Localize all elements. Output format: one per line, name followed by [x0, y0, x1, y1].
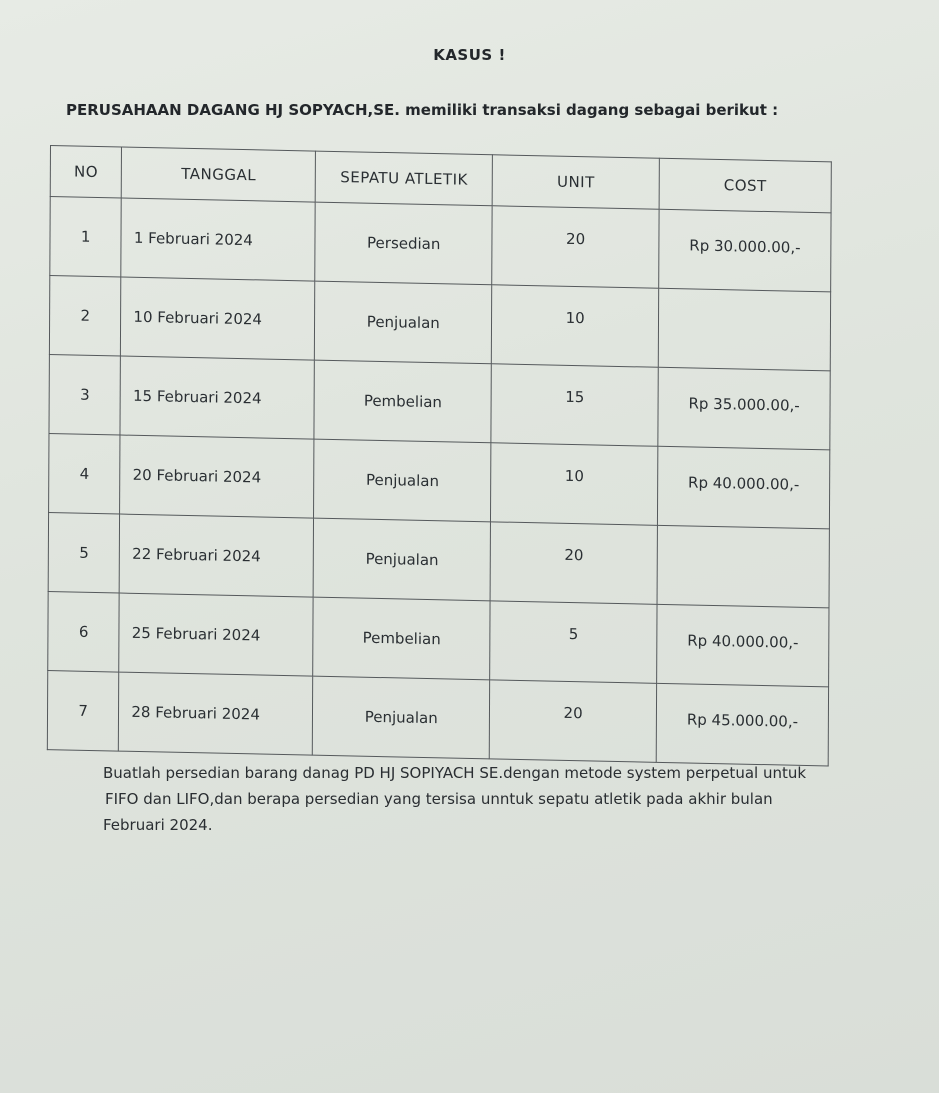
cell-unit [490, 601, 657, 684]
cell-cost [658, 446, 830, 529]
cell-no: 5 [48, 513, 120, 594]
question-line-2: FIFO dan LIFO,dan berapa persedian yang tersisa unntuk sepatu atletik pada akhir bulan [105, 790, 773, 808]
cell-no: 7 [47, 671, 119, 752]
cell-cost-value: Rp 45.000.00,- [686, 710, 799, 731]
cell-unit [491, 364, 658, 447]
header-date: TANGGAL [122, 147, 316, 202]
cell-unit [492, 285, 659, 368]
cell-cost-value: Rp 40.000.00,- [687, 631, 799, 652]
cell-item: Pembelian [314, 360, 491, 443]
cell-unit [492, 206, 659, 289]
cell-unit-value: 20 [566, 229, 586, 249]
cell-unit [489, 680, 656, 763]
cell-item: Penjualan [315, 281, 492, 364]
cell-cost-value: Rp 30.000.00,- [689, 236, 801, 257]
cell-no: 6 [48, 592, 120, 673]
header-unit: UNIT [492, 155, 659, 209]
cell-date: 28 Februari 2024 [119, 672, 313, 755]
cell-unit-value: 20 [563, 703, 583, 723]
cell-date: 22 Februari 2024 [120, 514, 314, 597]
cell-no: 2 [49, 276, 121, 357]
cell-item: Penjualan [313, 676, 490, 759]
header-cost: COST [659, 158, 831, 213]
cell-cost [656, 683, 828, 766]
cell-date: 10 Februari 2024 [121, 277, 315, 360]
cell-cost-value: Rp 35.000.00,- [688, 394, 800, 415]
cell-item: Pembelian [313, 597, 490, 680]
cell-date: 1 Februari 2024 [121, 198, 315, 281]
cell-unit-value: 10 [564, 466, 584, 486]
cell-cost [659, 209, 831, 292]
cell-cost [658, 367, 830, 450]
cell-cost-value: Rp 40.000.00,- [688, 473, 800, 494]
question-text [103, 760, 933, 838]
cell-cost [658, 288, 830, 371]
question-line-3: Februari 2024. [103, 816, 213, 834]
cell-no: 4 [49, 434, 121, 515]
cell-unit-value: 20 [564, 545, 584, 565]
question-line-1: Buatlah persedian barang danag PD HJ SOPIYACH SE.dengan metode system perpetual untuk [103, 764, 807, 782]
cell-unit-value: 5 [568, 624, 579, 644]
cell-no: 3 [49, 355, 121, 436]
cell-date: 20 Februari 2024 [120, 435, 314, 518]
transactions-table-wrapper [47, 145, 832, 766]
header-item: SEPATU ATLETIK [316, 151, 493, 206]
header-no: NO [50, 146, 122, 199]
cell-date: 25 Februari 2024 [119, 593, 313, 676]
cell-item: Penjualan [314, 439, 491, 522]
cell-unit [490, 522, 657, 605]
cell-item: Penjualan [313, 518, 490, 601]
cell-unit-value: 10 [565, 308, 585, 328]
cell-no: 1 [50, 197, 122, 278]
transactions-table [47, 145, 832, 766]
cell-cost [657, 604, 829, 687]
cell-item: Persedian [315, 202, 492, 285]
cell-date: 15 Februari 2024 [120, 356, 314, 439]
cell-unit-value: 15 [565, 387, 585, 407]
intro-text: PERUSAHAAN DAGANG HJ SOPYACH,SE. memiliki transaksi dagang sebagai berikut : [66, 101, 779, 119]
table-row [47, 671, 828, 766]
cell-unit [491, 443, 658, 526]
cell-cost [657, 525, 829, 608]
case-heading: KASUS ! [433, 46, 506, 64]
